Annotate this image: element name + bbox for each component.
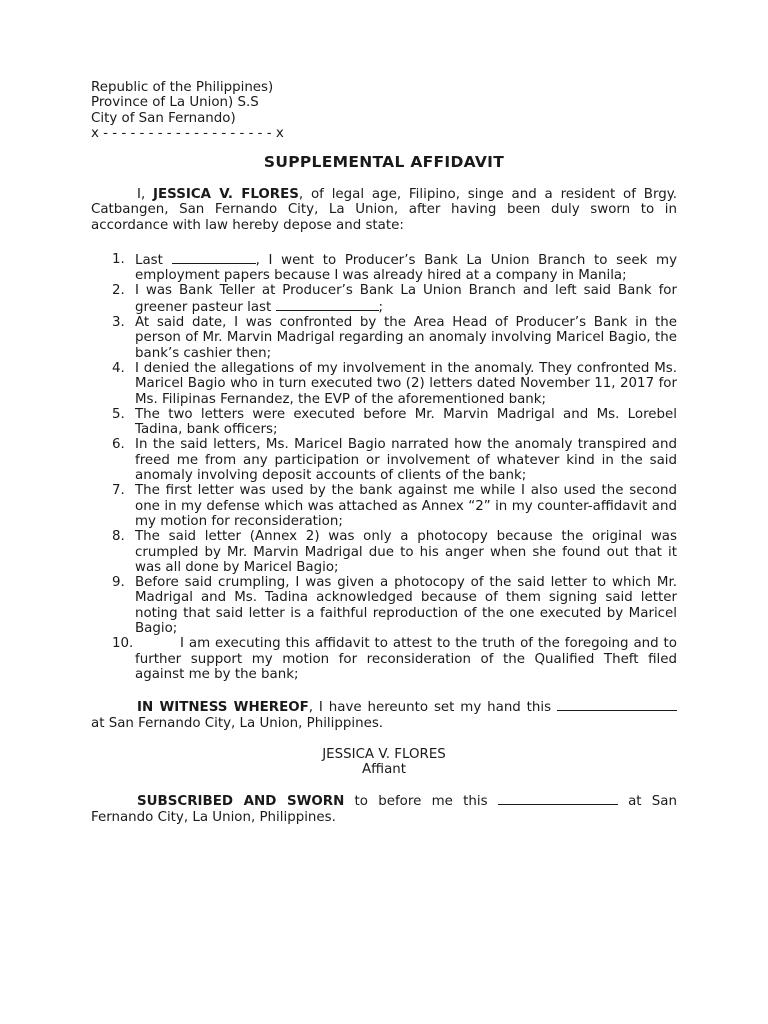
item-number: 4.	[112, 360, 125, 376]
signature-block	[91, 747, 677, 778]
item-text: The two letters were executed before Mr. Marvin Madrigal and Ms. Lorebel Tadina, bank officers;	[135, 406, 677, 438]
list-item	[91, 575, 677, 636]
item-text: ;	[378, 299, 384, 315]
caption-separator: x - - - - - - - - - - - - - - - - - - - x	[91, 125, 284, 141]
list-item	[91, 529, 677, 575]
item-number: 10.	[112, 636, 134, 652]
date-blank	[498, 793, 618, 805]
item-number: 8.	[112, 529, 125, 545]
list-item	[91, 315, 677, 361]
date-blank	[276, 299, 379, 311]
venue-caption	[91, 80, 411, 141]
list-item	[91, 283, 677, 315]
item-text: Before said crumpling, I was given a photocopy of the said letter to which Mr. Madrigal and Ms. Tadina acknowledged because of them signing said letter noting that said letter is a faithful reproduction of the one executed by Maricel Bagio;	[135, 575, 677, 637]
affidavit-body	[91, 187, 677, 825]
jurat-heading: SUBSCRIBED AND SWORN	[137, 794, 345, 810]
witness-text: at San Fernando City, La Union, Philippines.	[91, 715, 384, 731]
list-item	[91, 407, 677, 438]
intro-pre: I,	[137, 187, 154, 202]
statements-list	[91, 252, 677, 682]
signatory-name: JESSICA V. FLORES	[322, 746, 446, 762]
caption-line-city: City of San Fernando)	[91, 110, 236, 126]
intro-post: , of legal age, Filipino, singe and a resident of Brgy. Catbangen, San Fernando City, La Union, after having been duly sworn to in accordance with law hereby depose and state:	[91, 187, 677, 233]
item-text: At said date, I was confronted by the Area Head of Producer’s Bank in the person of Mr. Marvin Madrigal regarding an anomaly involving Maricel Bagio, the bank’s cashier then;	[135, 315, 677, 361]
item-text: I am executing this affidavit to attest to the truth of the foregoing and to further support my motion for reconsideration of the Qualified Theft filed against me by the bank;	[135, 636, 677, 682]
intro-paragraph	[91, 187, 677, 233]
witness-text: , I have hereunto set my hand this	[308, 700, 557, 716]
item-text: I denied the allegations of my involvement in the anomaly. They confronted Ms. Maricel Bagio who in turn executed two (2) letters dated November 11, 2017 for Ms. Filipinas Fernandez, the EVP of the aforementioned bank;	[135, 360, 677, 407]
item-text: The first letter was used by the bank against me while I also used the second one in my defense which was attached as Annex “2” in my counter-affidavit and my motion for reconsideration;	[135, 483, 677, 529]
witness-clause	[91, 699, 677, 731]
jurat-text: to before me this	[344, 794, 498, 810]
jurat-clause	[91, 793, 677, 825]
item-number: 5.	[112, 406, 125, 422]
list-item	[91, 636, 677, 682]
date-blank	[557, 699, 677, 711]
list-item	[91, 437, 677, 483]
item-number: 2.	[112, 283, 125, 299]
item-number: 1.	[112, 251, 125, 267]
item-number: 3.	[112, 315, 125, 331]
item-text: I was Bank Teller at Producer’s Bank La Union Branch and left said Bank for greener pasteur last	[135, 283, 677, 315]
item-text: Last	[135, 252, 172, 268]
item-text: In the said letters, Ms. Maricel Bagio narrated how the anomaly transpired and freed me from any participation or involvement of whatever kind in the said anomaly involving deposit accounts of clients of the bank;	[135, 437, 677, 484]
list-item	[91, 361, 677, 407]
jurat-text: at San Fernando City, La Union, Philippines.	[91, 794, 677, 825]
item-number: 9.	[112, 575, 125, 591]
item-number: 6.	[112, 437, 125, 453]
list-item	[91, 483, 677, 529]
caption-line-province: Province of La Union) S.S	[91, 95, 259, 111]
signatory-role: Affiant	[361, 762, 407, 778]
item-number: 7.	[112, 483, 125, 499]
document-title: SUPPLEMENTAL AFFIDAVIT	[263, 153, 505, 171]
witness-heading: IN WITNESS WHEREOF	[137, 700, 309, 716]
item-text: The said letter (Annex 2) was only a photocopy because the original was crumpled by Mr. Marvin Madrigal due to his anger when she found out that it was all done by Maricel Bagio;	[135, 529, 677, 575]
list-item	[91, 252, 677, 284]
item-text: , I went to Producer’s Bank La Union Branch to seek my employment papers because I was already hired at a company in Manila;	[135, 252, 677, 284]
date-blank	[172, 252, 256, 264]
affiant-name: JESSICA V. FLORES	[153, 187, 299, 202]
caption-line-republic: Republic of the Philippines)	[91, 80, 274, 95]
